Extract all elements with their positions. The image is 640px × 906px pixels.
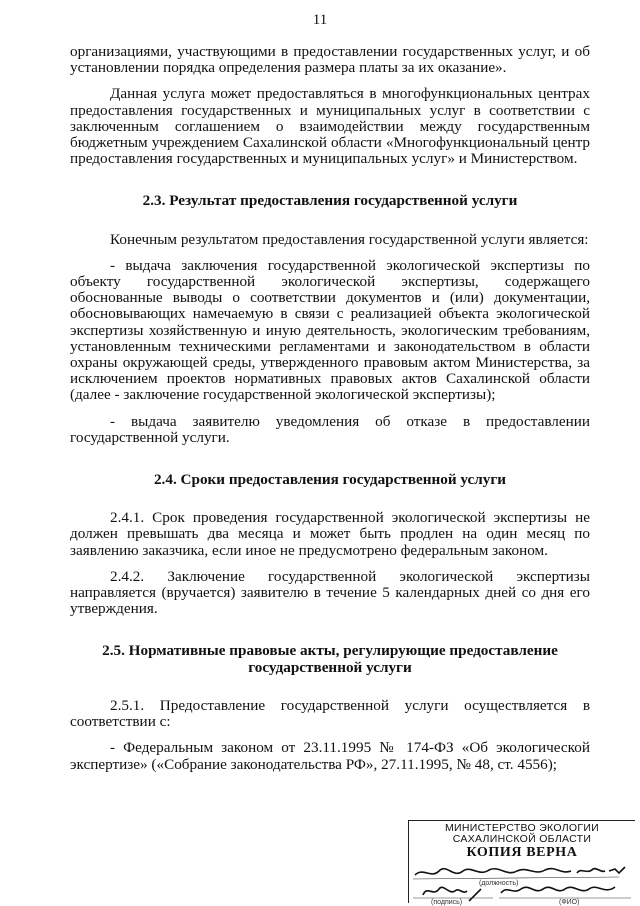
stamp-copy-certified: КОПИЯ ВЕРНА [466, 845, 578, 860]
paragraph: 2.4.1. Срок проведения государственной экологической экспертизы не должен превышать два месяца и может быть продлен на один месяц по заявлению заказчика, если иное не предусмотрено федеральным законом. [70, 509, 590, 559]
stamp-ministry: МИНИСТЕРСТВО ЭКОЛОГИИ [444, 822, 600, 834]
paragraph: 2.4.2. Заключение государственной экологической экспертизы направляется (вручается) заявителю в течение 5 календарных дней со дня его утверждения. [70, 567, 590, 618]
paragraph: организациями, участвующими в предоставлении государственных услуг, и об установлении порядка определения размера платы за их оказание». [70, 43, 590, 77]
stamp-caption-position: (должность) [479, 880, 519, 887]
section-heading: 2.4. Сроки предоставления государственной услуги [153, 471, 507, 489]
paragraph: - выдача заявителю уведомления об отказе в предоставлении государственной услуги. [70, 412, 590, 446]
page-number: 11 [312, 12, 328, 28]
stamp-caption-signature: (подпись) [431, 899, 463, 906]
paragraph: 2.5.1. Предоставление государственной услуги осуществляется в соответствии с: [70, 696, 590, 731]
paragraph: Данная услуга может предоставляться в многофункциональных центрах предоставления государственных и муниципальных услуг в соответствии с заключенным соглашением о взаимодействии между государственным бюджетным учреждением Сахалинской области «Многофункциональный центр предоставления государственных и муниципальных услуг» и Министерством. [70, 85, 590, 168]
paragraph: - выдача заключения государственной экологической экспертизы по объекту государственной экологической экспертизы, содержащего обоснованные выводы о соответствии документов и (или) документации, обосновывающих намечаемую в связи с реализацией объекта экологической экспертизы хозяйственную и иную деятельность, экологическим требованиям, установленным техническими регламентами и законодательством в области охраны окружающей среды, утвержденного правовым актом Министерства, за исключением проектов нормативных правовых актов Сахалинской области (далее - заключение государственной экологической экспертизы); [70, 256, 590, 404]
document-body [70, 44, 590, 773]
section-heading: 2.5. Нормативные правовые акты, регулирующие предоставление государственной услуги [102, 642, 558, 676]
paragraph: - Федеральным законом от 23.11.1995 № 174-ФЗ «Об экологической экспертизе» («Собрание законодательства РФ», 27.11.1995, № 48, ст. 4556); [70, 739, 590, 773]
stamp-caption-name: (ФИО) [559, 899, 580, 906]
certification-stamp [408, 820, 635, 906]
paragraph: Конечным результатом предоставления государственной услуги является: [110, 230, 589, 248]
handwritten-signature-icon [409, 865, 635, 903]
section-heading: 2.3. Результат предоставления государственной услуги [142, 192, 518, 210]
stamp-region: САХАЛИНСКОЙ ОБЛАСТИ [452, 833, 592, 845]
